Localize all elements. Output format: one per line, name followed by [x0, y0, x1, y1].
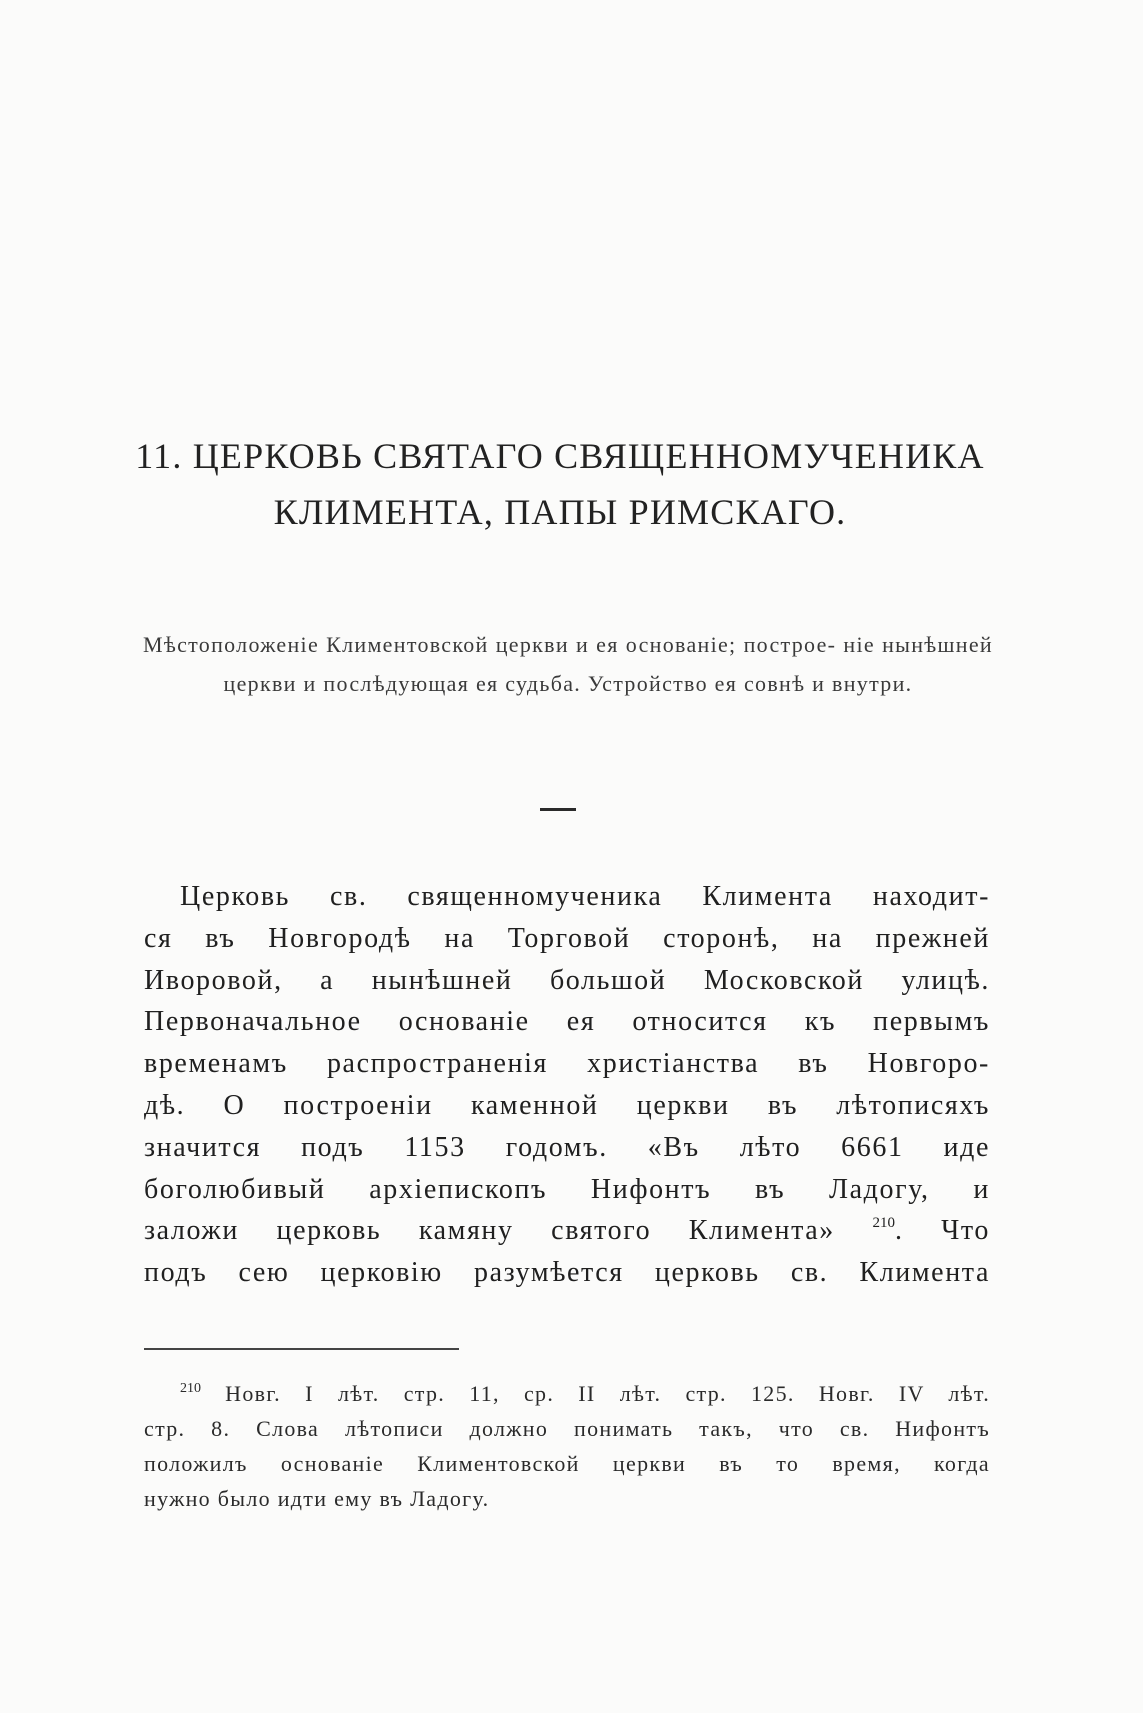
summary-line: совнѣ и внутри.: [743, 671, 913, 696]
body-line-with-footnote: [144, 1210, 990, 1252]
summary-line: ніе нынѣшней церкви и послѣдующая ея судьба. Устройство ея: [223, 632, 993, 696]
chapter-summary: [143, 625, 993, 703]
body-line: Церковь св. священномученика Климента находит-: [180, 881, 990, 912]
footnote: [144, 1376, 990, 1516]
body-line: временамъ распространенія христіанства въ Новгоро-: [144, 1048, 990, 1080]
footnote-line-text: Новг. I лѣт. стр. 11, ср. II лѣт. стр. 125. Новг. IV лѣт.: [201, 1381, 990, 1406]
footnote-rule: [144, 1348, 459, 1350]
body-line-part: заложи церковь камяну святого Климента»: [144, 1215, 835, 1247]
body-line: дѣ. О построеніи каменной церкви въ лѣтописяхъ: [144, 1089, 990, 1121]
chapter-heading-line-2: КЛИМЕНТА, ПАПЫ РИМСКАГО.: [273, 492, 847, 532]
body-line: значится подъ 1153 годомъ. «Въ лѣто 6661 иде: [144, 1131, 990, 1163]
body-line: Первоначальное основаніе ея относится къ первымъ: [144, 1006, 990, 1038]
body-line: Иворовой, а нынѣшней большой Московской улицѣ.: [144, 964, 990, 996]
body-paragraph: [144, 876, 990, 1294]
footnote-reference: 210: [872, 1215, 895, 1232]
footnote-line: стр. 8. Слова лѣтописи должно понимать такъ, что св. Нифонтъ: [144, 1416, 990, 1441]
footnote-line: положилъ основаніе Климентовской церкви въ то время, когда: [144, 1451, 990, 1476]
footnote-line: [144, 1376, 990, 1411]
footnote-line: нужно было идти ему въ Ладогу.: [144, 1486, 490, 1511]
footnote-number: 210: [180, 1381, 201, 1396]
body-line: подъ сею церковію разумѣется церковь св. Климента: [144, 1257, 990, 1289]
body-line-part: . Что: [894, 1215, 990, 1247]
section-separator: [540, 808, 576, 811]
chapter-heading-line-1: 11. ЦЕРКОВЬ СВЯТАГО СВЯЩЕННОМУЧЕНИКА: [135, 436, 985, 476]
body-line: боголюбивый архіепископъ Нифонтъ въ Ладогу, и: [144, 1173, 990, 1205]
body-line: ся въ Новгородѣ на Торговой сторонѣ, на прежней: [144, 922, 990, 954]
summary-line: Мѣстоположеніе Климентовской церкви и ея основаніе; построе-: [143, 632, 837, 657]
chapter-heading: [120, 428, 1000, 540]
